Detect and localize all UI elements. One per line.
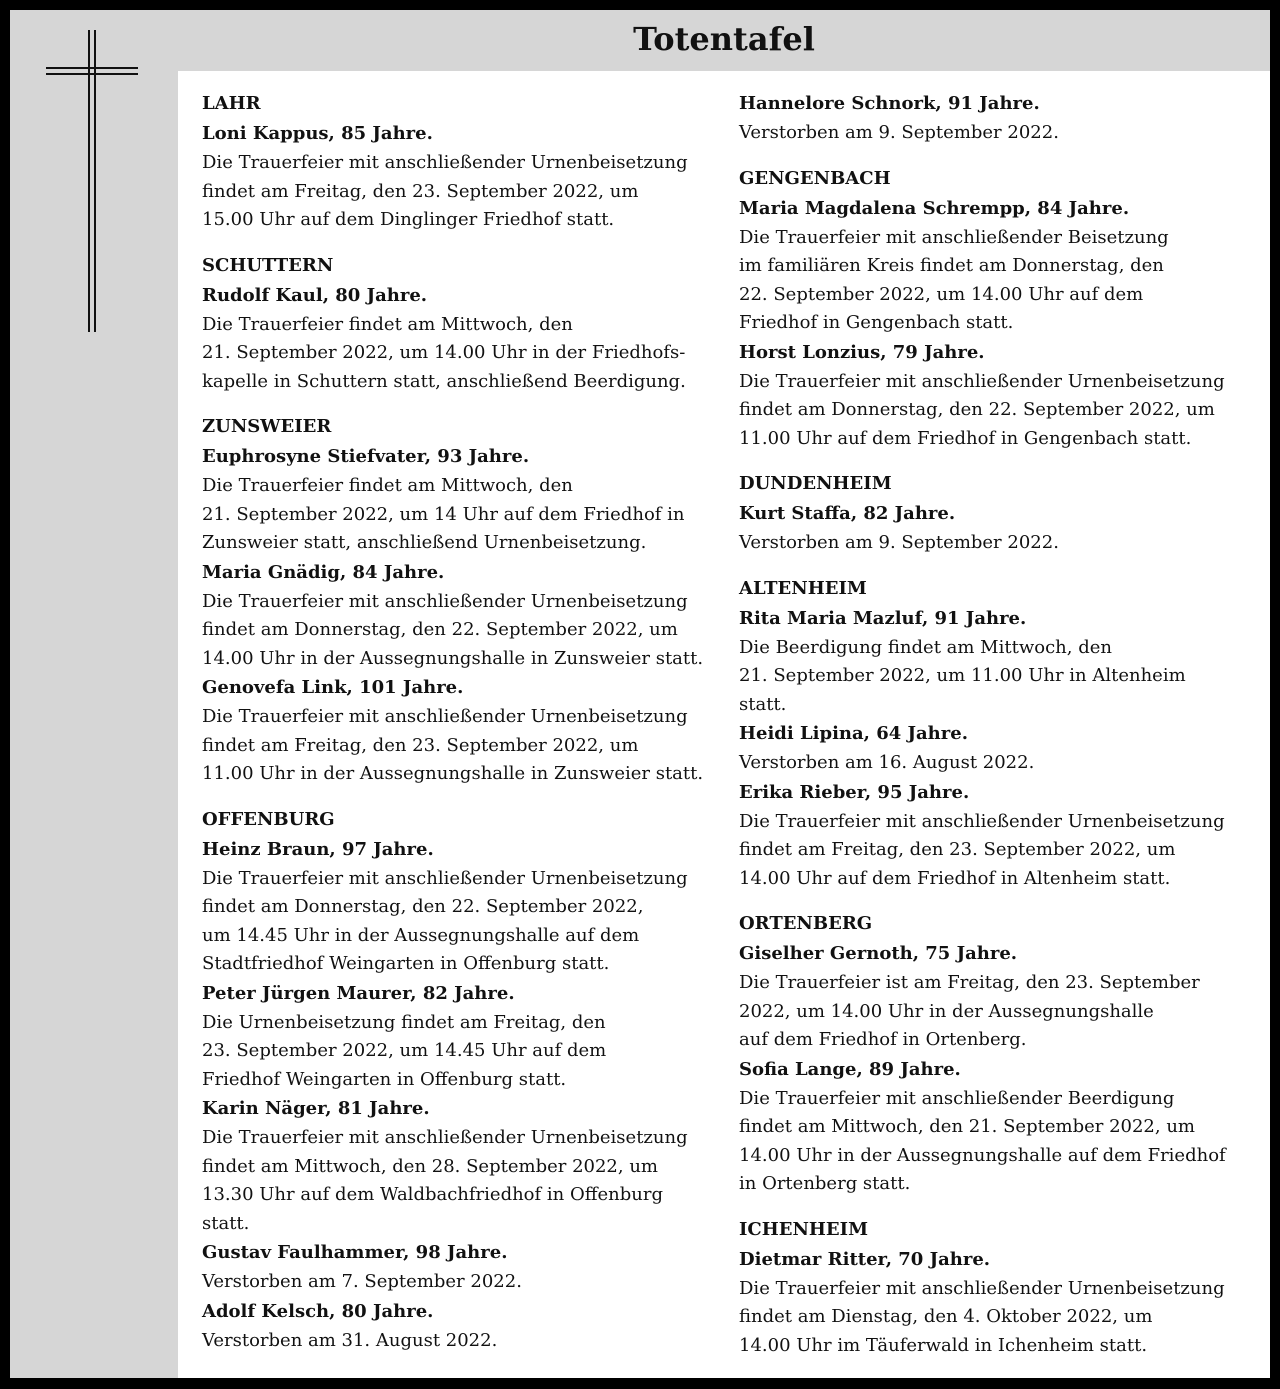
- deceased-name: Genovefa Link, 101 Jahre.: [202, 677, 464, 698]
- place-heading: SCHUTTERN: [202, 254, 334, 276]
- place-heading: ZUNSWEIER: [202, 416, 332, 437]
- obituary-entry: [739, 1245, 1259, 1361]
- column-left: [202, 89, 722, 1355]
- funeral-details: Die Beerdigung findet am Mittwoch, den 21. September 2022, um 11.00 Uhr in Altenheim statt.: [739, 636, 1186, 715]
- obituary-entry: [739, 1055, 1259, 1199]
- funeral-details: Die Trauerfeier mit anschließender Urnenbeisetzung findet am Donnerstag, den 22. September 2022, um 14.00 Uhr in der Aussegnungshalle in Zunsweier statt.: [202, 590, 704, 669]
- obituary-entry: [739, 194, 1259, 338]
- funeral-details: Die Trauerfeier mit anschließender Urnenbeisetzung findet am Donnerstag, den 22. September 2022, um 11.00 Uhr auf dem Friedhof in Gengenbach statt.: [739, 370, 1225, 449]
- column-right: [739, 89, 1259, 1360]
- obituary-entry: [202, 558, 722, 674]
- obituary-entry: [202, 835, 722, 979]
- obituary-entry: [202, 1094, 722, 1238]
- funeral-details: Die Trauerfeier mit anschließender Urnenbeisetzung findet am Dienstag, den 4. Oktober 2022, um 14.00 Uhr im Täuferwald in Ichenheim statt.: [739, 1277, 1225, 1356]
- deceased-name: Maria Gnädig, 84 Jahre.: [202, 561, 445, 583]
- deceased-name: Rudolf Kaul, 80 Jahre.: [202, 284, 428, 306]
- deceased-name: Heidi Lipina, 64 Jahre.: [739, 723, 968, 744]
- deceased-name: Hannelore Schnork, 91 Jahre.: [739, 93, 1040, 114]
- funeral-details: Verstorben am 31. August 2022.: [202, 1329, 498, 1351]
- obituary-entry: [739, 338, 1259, 454]
- obituary-entry: [739, 778, 1259, 894]
- deceased-name: Sofia Lange, 89 Jahre.: [739, 1058, 961, 1080]
- funeral-details: Die Trauerfeier mit anschließender Urnenbeisetzung findet am Mittwoch, den 28. September 2022, um 13.30 Uhr auf dem Waldbachfriedhof in Offenburg statt.: [202, 1127, 688, 1234]
- deceased-name: Erika Rieber, 95 Jahre.: [739, 781, 970, 803]
- funeral-details: Die Trauerfeier mit anschließender Beerdigung findet am Mittwoch, den 21. September 2022, um 14.00 Uhr in der Aussegnungshalle auf dem Friedhof in Ortenberg statt.: [739, 1087, 1226, 1194]
- deceased-name: Horst Lonzius, 79 Jahre.: [739, 341, 985, 363]
- obituary-entry: [202, 1238, 722, 1297]
- deceased-name: Maria Magdalena Schrempp, 84 Jahre.: [739, 197, 1130, 219]
- funeral-details: Die Trauerfeier mit anschließender Urnenbeisetzung findet am Donnerstag, den 22. September 2022, um 14.45 Uhr in der Aussegnungshalle auf dem Stadtfriedhof Weingarten in Offenburg statt.: [202, 867, 688, 974]
- page-title: Totentafel: [633, 20, 815, 58]
- deceased-name: Adolf Kelsch, 80 Jahre.: [202, 1300, 434, 1322]
- obituary-entry: [202, 442, 722, 558]
- place-heading: OFFENBURG: [202, 808, 335, 830]
- deceased-name: Dietmar Ritter, 70 Jahre.: [739, 1248, 991, 1270]
- funeral-details: Die Trauerfeier ist am Freitag, den 23. September 2022, um 14.00 Uhr in der Aussegnungshalle auf dem Friedhof in Ortenberg.: [739, 972, 1200, 1050]
- obituary-entry: [739, 604, 1259, 720]
- deceased-name: Loni Kappus, 85 Jahre.: [202, 123, 433, 144]
- obituary-entry: [202, 119, 722, 235]
- funeral-details: Die Urnenbeisetzung findet am Freitag, den 23. September 2022, um 14.45 Uhr auf dem Friedhof Weingarten in Offenburg statt.: [202, 1011, 607, 1090]
- obituary-entry: [202, 979, 722, 1095]
- funeral-details: Verstorben am 9. September 2022.: [739, 532, 1059, 553]
- cross-icon: [46, 30, 138, 332]
- place-heading: ALTENHEIM: [739, 577, 867, 599]
- obituary-entry: [202, 281, 722, 397]
- funeral-details: Die Trauerfeier mit anschließender Beisetzung im familiären Kreis findet am Donnerstag, den 22. September 2022, um 14.00 Uhr auf dem Friedhof in Gengenbach statt.: [739, 226, 1169, 333]
- place-heading: GENGENBACH: [739, 167, 891, 189]
- deceased-name: Gustav Faulhammer, 98 Jahre.: [202, 1242, 508, 1263]
- funeral-details: Verstorben am 9. September 2022.: [739, 122, 1059, 143]
- obituary-entry: [202, 1297, 722, 1356]
- obituary-entry: [739, 89, 1259, 148]
- deceased-name: Peter Jürgen Maurer, 82 Jahre.: [202, 982, 515, 1004]
- funeral-details: Die Trauerfeier mit anschließender Urnenbeisetzung findet am Freitag, den 23. September 2022, um 14.00 Uhr auf dem Friedhof in Altenheim statt.: [739, 810, 1225, 889]
- funeral-details: Die Trauerfeier findet am Mittwoch, den 21. September 2022, um 14.00 Uhr in der Friedhofs- kapelle in Schuttern statt, anschließend Beerdigung.: [202, 313, 686, 392]
- funeral-details: Die Trauerfeier mit anschließender Urnenbeisetzung findet am Freitag, den 23. September 2022, um 11.00 Uhr in der Aussegnungshalle in Zunsweier statt.: [202, 706, 704, 784]
- funeral-details: Die Trauerfeier mit anschließender Urnenbeisetzung findet am Freitag, den 23. September 2022, um 15.00 Uhr auf dem Dinglinger Friedhof statt.: [202, 152, 688, 230]
- deceased-name: Giselher Gernoth, 75 Jahre.: [739, 943, 1018, 964]
- place-heading: ICHENHEIM: [739, 1218, 868, 1240]
- place-heading: LAHR: [202, 93, 261, 114]
- deceased-name: Kurt Staffa, 82 Jahre.: [739, 503, 956, 524]
- obituary-entry: [739, 499, 1259, 558]
- obituary-entry: [202, 673, 722, 789]
- place-heading: DUNDENHEIM: [739, 473, 892, 494]
- obituary-entry: [739, 719, 1259, 778]
- place-heading: ORTENBERG: [739, 913, 873, 934]
- funeral-details: Die Trauerfeier findet am Mittwoch, den 21. September 2022, um 14 Uhr auf dem Friedhof in Zunsweier statt, anschließend Urnenbeisetzung.: [202, 475, 685, 553]
- deceased-name: Euphrosyne Stiefvater, 93 Jahre.: [202, 446, 530, 467]
- funeral-details: Verstorben am 16. August 2022.: [739, 752, 1035, 773]
- funeral-details: Verstorben am 7. September 2022.: [202, 1271, 522, 1292]
- obituary-entry: [739, 939, 1259, 1055]
- obituary-content: [178, 71, 1270, 1378]
- deceased-name: Karin Näger, 81 Jahre.: [202, 1098, 430, 1119]
- deceased-name: Heinz Braun, 97 Jahre.: [202, 838, 434, 860]
- deceased-name: Rita Maria Mazluf, 91 Jahre.: [739, 607, 1027, 629]
